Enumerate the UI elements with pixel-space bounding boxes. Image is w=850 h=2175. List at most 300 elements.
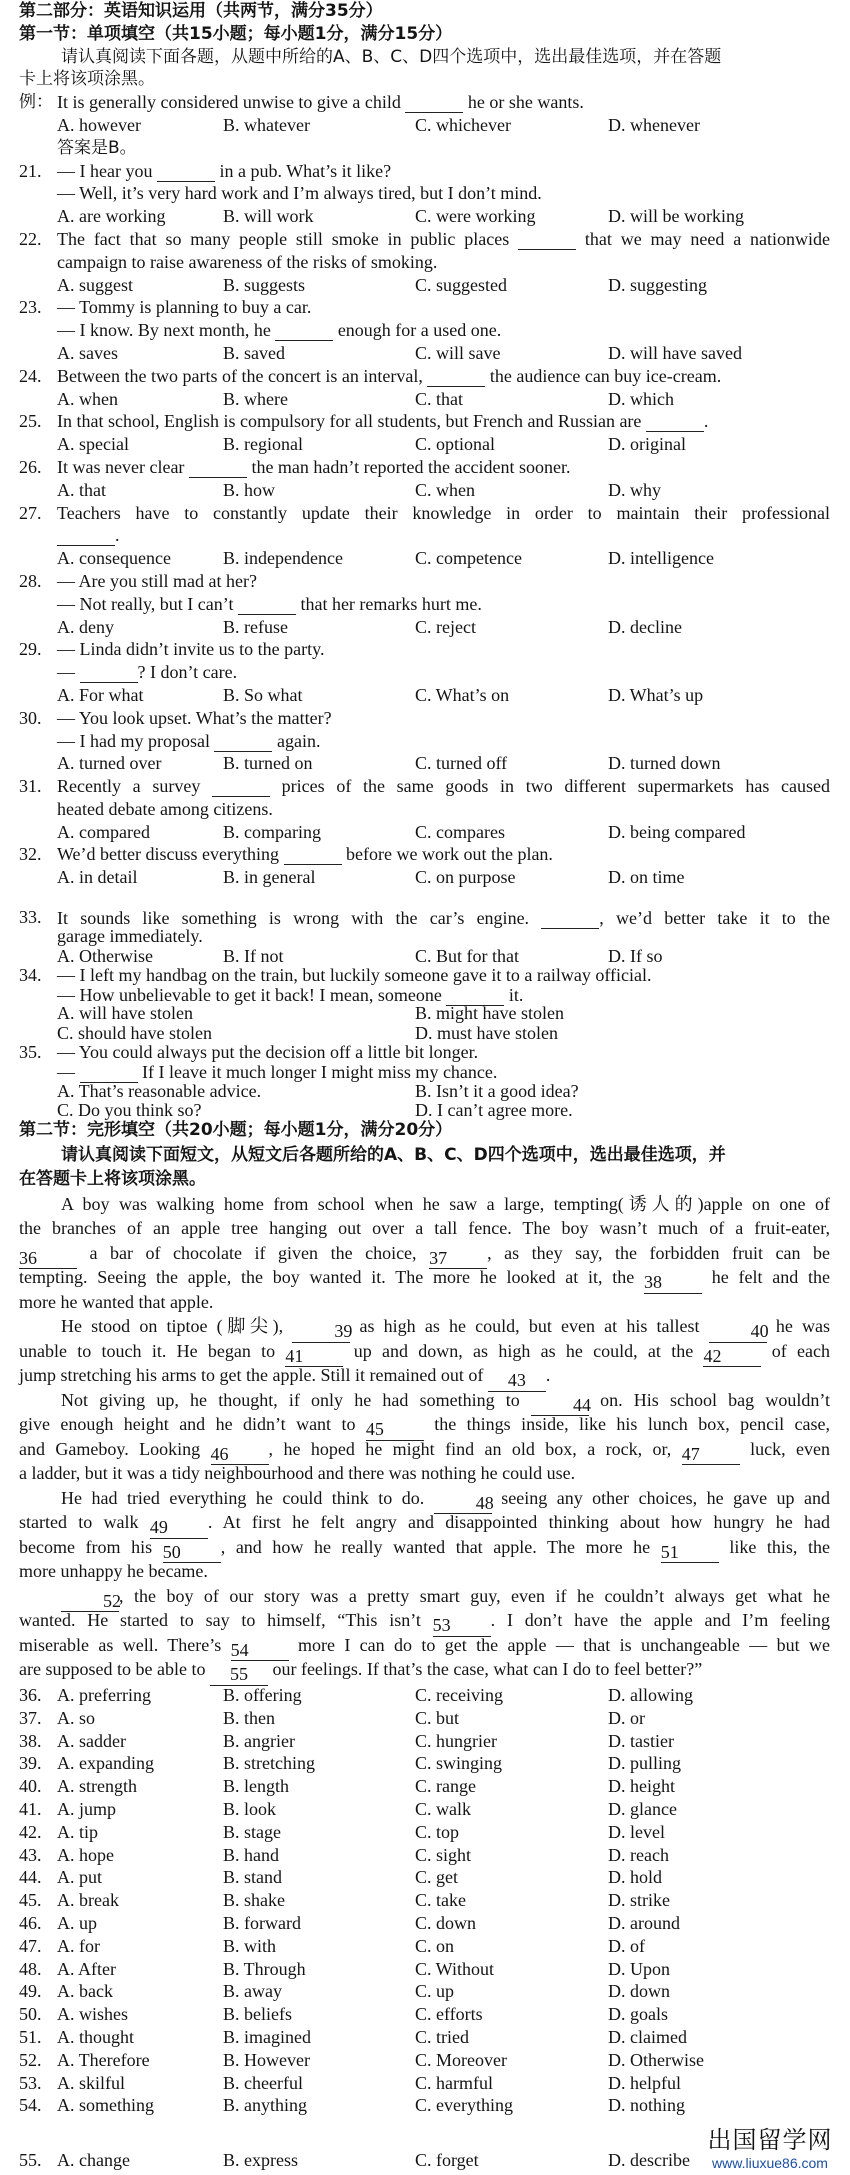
option-d[interactable]: D. I can’t agree more. — [415, 1099, 573, 1120]
passage-line — [0, 1192, 850, 1217]
section-title: 第二节：完形填空（共20小题；每小题1分，满分20分） — [19, 1120, 453, 1140]
question-stem — [57, 296, 830, 319]
question-stem — [57, 410, 830, 433]
option-c[interactable]: C. forget — [415, 2150, 479, 2170]
options-row — [0, 947, 850, 966]
passage-paragraph — [0, 1192, 850, 1315]
option-c[interactable]: C. hungrier — [415, 1730, 497, 1751]
option-a[interactable]: A. wishes — [57, 2004, 128, 2025]
passage-text — [19, 1559, 830, 1584]
question-stem-line — [0, 908, 850, 927]
option-d[interactable]: D. of — [608, 1935, 645, 1956]
option-c[interactable]: C. efforts — [415, 2004, 483, 2025]
option-b[interactable]: B. length — [223, 1776, 289, 1797]
options-row — [0, 2026, 850, 2049]
option-a[interactable]: A. tip — [57, 1821, 99, 1842]
option-d[interactable]: D. glance — [608, 1798, 677, 1819]
option-c[interactable]: C. harmful — [415, 2072, 493, 2093]
text-segment: He had tried everything he could think to do. — [61, 1487, 434, 1508]
answer-blank[interactable] — [80, 662, 138, 683]
answer-blank[interactable]: 38 — [644, 1273, 702, 1294]
option-a[interactable]: A. hope — [57, 1844, 114, 1865]
option-a[interactable]: A. change — [57, 2150, 130, 2170]
answer-blank[interactable] — [157, 161, 215, 182]
options-row — [0, 1912, 850, 1935]
option-c[interactable]: C. range — [415, 1776, 476, 1797]
option-c[interactable]: C. swinging — [415, 1753, 503, 1774]
answer-blank[interactable] — [518, 229, 576, 250]
text-segment: he or she wants. — [463, 92, 584, 113]
option-c[interactable]: C. optional — [415, 434, 495, 455]
option-c[interactable]: C. suggested — [415, 274, 507, 295]
option-a[interactable]: A. however — [57, 114, 141, 135]
instructions-line — [0, 1143, 850, 1168]
option-b[interactable]: B. forward — [223, 1912, 301, 1933]
option-b[interactable]: B. stage — [223, 1821, 281, 1842]
option-d[interactable]: D. Upon — [608, 1958, 670, 1979]
option-b[interactable]: B. with — [223, 1935, 277, 1956]
option-b[interactable]: B. offering — [223, 1685, 302, 1705]
option-a[interactable]: A. saves — [57, 342, 118, 363]
answer-blank[interactable]: 46 — [211, 1445, 269, 1466]
text-segment: . — [115, 525, 120, 546]
option-d[interactable]: D. nothing — [608, 2095, 686, 2116]
option-b[interactable]: B. saved — [223, 342, 285, 363]
option-d[interactable]: D. will have saved — [608, 342, 742, 363]
option-b[interactable]: B. suggests — [223, 274, 306, 295]
option-b[interactable]: B. hand — [223, 1844, 279, 1865]
answer-blank[interactable]: 44 — [531, 1396, 589, 1417]
option-a[interactable]: A. consequence — [57, 548, 171, 569]
text-segment: Teachers have to constantly update their knowledge in order to maintain their professional — [57, 502, 830, 523]
question-number: 54. — [19, 2095, 42, 2116]
options-row — [0, 1980, 850, 2003]
option-d[interactable]: D. claimed — [608, 2026, 687, 2047]
question-31 — [0, 775, 850, 843]
option-a[interactable]: A. For what — [57, 684, 144, 705]
section-title: 第一节：单项填空（共15小题；每小题1分，满分15分） — [19, 23, 453, 44]
option-d[interactable]: D. helpful — [608, 2072, 681, 2093]
answer-blank[interactable]: 50 — [163, 1543, 221, 1564]
option-d[interactable]: D. or — [608, 1707, 645, 1728]
option-d[interactable]: D. will be working — [608, 206, 744, 227]
answer-blank[interactable] — [427, 366, 485, 387]
option-a[interactable]: A. strength — [57, 1776, 137, 1797]
instructions: 请认真阅读下面各题，从题中所给的A、B、C、D四个选项中，选出最佳选项，并在答题 — [61, 46, 722, 67]
answer-blank[interactable]: 43 — [488, 1371, 546, 1392]
option-c[interactable]: C. But for that — [415, 945, 519, 966]
question-stem-line — [0, 593, 850, 616]
cloze-options — [0, 1684, 850, 2117]
text-segment: of each — [761, 1340, 830, 1361]
answer-blank[interactable]: 40 — [709, 1322, 767, 1343]
option-a[interactable]: A. special — [57, 434, 129, 455]
option-a[interactable]: A. That’s reasonable advice. — [57, 1080, 262, 1101]
question-stem-line — [0, 502, 850, 525]
text-segment: campaign to raise awareness of the risks of smoking. — [57, 251, 438, 272]
options-row — [0, 1798, 850, 1821]
option-c[interactable]: C. Moreover — [415, 2049, 507, 2070]
option-b[interactable]: B. regional — [223, 434, 303, 455]
option-d[interactable]: D. What’s up — [608, 684, 704, 705]
option-a[interactable]: A. sadder — [57, 1730, 126, 1751]
option-a[interactable]: A. break — [57, 1890, 119, 1911]
option-b[interactable]: B. beliefs — [223, 2004, 292, 2025]
option-b[interactable]: B. will work — [223, 206, 314, 227]
passage-line — [0, 1584, 850, 1609]
options-row — [0, 2072, 850, 2095]
question-27 — [0, 502, 850, 570]
option-a[interactable]: A. expanding — [57, 1753, 154, 1774]
option-c[interactable]: C. tried — [415, 2026, 469, 2047]
option-d[interactable]: D. which — [608, 388, 674, 409]
option-b[interactable]: B. However — [223, 2049, 310, 2070]
options-row — [0, 1752, 850, 1775]
option-c[interactable]: C. that — [415, 388, 463, 409]
logo-url: www.liuxue86.com — [712, 2155, 828, 2171]
question-number: 46. — [19, 1912, 42, 1933]
text-segment: the branches of an apple tree hanging out over a tall fence. The boy wasn’t much of a fruit-eater, — [19, 1218, 830, 1238]
option-a[interactable]: A. skilful — [57, 2072, 126, 2093]
question-stem-line — [0, 707, 850, 730]
question-stem — [57, 502, 830, 525]
option-c[interactable]: C. Do you think so? — [57, 1099, 202, 1120]
option-d[interactable]: D. why — [608, 479, 661, 500]
answer-blank[interactable]: 36 — [19, 1249, 77, 1270]
option-c[interactable]: C. when — [415, 479, 475, 500]
option-b[interactable]: B. whatever — [223, 114, 310, 135]
question-number: 45. — [19, 1890, 42, 1911]
question-stem-line — [0, 775, 850, 798]
option-d[interactable]: D. being compared — [608, 821, 746, 842]
answer-blank[interactable]: 48 — [434, 1494, 492, 1515]
question-stem — [57, 966, 830, 985]
option-d[interactable]: D. goals — [608, 2004, 668, 2025]
option-c[interactable]: C. take — [415, 1890, 466, 1911]
text-segment: It is generally considered unwise to give a child — [57, 92, 406, 113]
option-a[interactable]: A. suggest — [57, 274, 133, 295]
options-row — [0, 616, 850, 639]
option-c[interactable]: C. sight — [415, 1844, 472, 1865]
option-c[interactable]: C. but — [415, 1707, 460, 1728]
text-segment: A boy was walking home from school when he saw a large, tempting(诱人的)apple on one of — [61, 1193, 830, 1214]
option-a[interactable]: A. deny — [57, 616, 114, 637]
passage-line — [0, 1559, 850, 1584]
text-segment: — Linda didn’t invite us to the party. — [57, 639, 325, 660]
answer-blank[interactable]: 55 — [210, 1665, 268, 1686]
option-b[interactable]: B. in general — [223, 867, 316, 888]
answer-blank[interactable]: 39 — [292, 1322, 350, 1343]
option-a[interactable]: A. up — [57, 1912, 97, 1933]
option-c[interactable]: C. receiving — [415, 1685, 503, 1705]
site-logo — [700, 2120, 840, 2171]
option-b[interactable]: B. Isn’t it a good idea? — [415, 1080, 579, 1101]
question-number: 34. — [19, 964, 42, 985]
option-a[interactable]: A. in detail — [57, 867, 138, 888]
text-segment: In that school, English is compulsory for all students, but French and Russian are — [57, 411, 646, 432]
option-c[interactable]: C. walk — [415, 1798, 471, 1819]
option-c[interactable]: C. on purpose — [415, 867, 516, 888]
option-c[interactable]: C. up — [415, 1981, 455, 2002]
option-a[interactable]: A. Therefore — [57, 2049, 150, 2070]
instructions-line — [0, 46, 850, 69]
answer-blank[interactable] — [212, 776, 270, 797]
options-row — [0, 1004, 850, 1023]
option-c[interactable]: C. What’s on — [415, 684, 510, 705]
answer-blank[interactable]: 45 — [366, 1420, 424, 1441]
options-row — [0, 547, 850, 570]
text-segment: . At first he felt angry and disappointed thinking about how hungry he had — [207, 1512, 830, 1532]
text-segment: unable to touch it. He began to — [19, 1340, 286, 1361]
answer-blank[interactable]: 49 — [150, 1518, 208, 1539]
question-number: 47. — [19, 1935, 42, 1956]
option-c[interactable]: C. will save — [415, 342, 501, 363]
option-a[interactable]: A. Otherwise — [57, 945, 153, 966]
answer-blank[interactable]: 47 — [682, 1445, 740, 1466]
option-a[interactable]: A. that — [57, 479, 106, 500]
instructions: 卡上将该项涂黑。 — [19, 69, 155, 90]
question-number: 41. — [19, 1798, 42, 1819]
answer-blank[interactable] — [189, 457, 247, 478]
text-segment: — I hear you — [57, 160, 157, 181]
option-d[interactable]: D. hold — [608, 1867, 662, 1888]
answer-blank[interactable] — [541, 908, 599, 929]
text-segment: and Gameboy. Looking — [19, 1438, 211, 1459]
option-d[interactable]: D. pulling — [608, 1753, 682, 1774]
passage-text — [19, 1216, 830, 1241]
answer-blank[interactable]: 41 — [285, 1347, 343, 1368]
option-b[interactable]: B. Through — [223, 1958, 306, 1979]
options-row — [0, 1024, 850, 1043]
option-c[interactable]: C. were working — [415, 206, 536, 227]
option-a[interactable]: A. for — [57, 1935, 100, 1956]
option-d[interactable]: D. suggesting — [608, 274, 707, 295]
answer-blank[interactable] — [214, 731, 272, 752]
text-segment: become from his — [19, 1536, 163, 1557]
text-segment: Recently a survey — [57, 776, 212, 797]
option-d[interactable]: D. If so — [608, 945, 663, 966]
question-stem-line — [0, 843, 850, 866]
section-title-line — [0, 23, 850, 46]
text-segment: — You could always put the decision off a little bit longer. — [57, 1042, 479, 1063]
question-22 — [0, 228, 850, 296]
passage-line — [0, 1265, 850, 1290]
option-b[interactable]: B. comparing — [223, 821, 321, 842]
option-d[interactable]: D. whenever — [608, 114, 700, 135]
option-a[interactable]: A. turned over — [57, 753, 162, 774]
option-a[interactable]: A. compared — [57, 821, 150, 842]
answer-blank[interactable] — [57, 526, 115, 547]
option-b[interactable]: B. then — [223, 1707, 275, 1728]
answer-blank[interactable]: 42 — [703, 1347, 761, 1368]
option-b[interactable]: B. stand — [223, 1867, 283, 1888]
text-segment: are supposed to be able to — [19, 1659, 210, 1679]
logo-name: 出国留学网 — [707, 2126, 833, 2154]
option-d[interactable]: D. original — [608, 434, 686, 455]
question-stem — [57, 182, 830, 205]
answer-blank[interactable]: 51 — [661, 1543, 719, 1564]
passage-line — [0, 1314, 850, 1339]
passage-paragraph — [0, 1486, 850, 1584]
option-d[interactable]: D. on time — [608, 867, 685, 888]
part-title-line — [0, 0, 850, 23]
option-a[interactable]: A. preferring — [57, 1685, 151, 1705]
option-b[interactable]: B. cheerful — [223, 2072, 303, 2093]
option-b[interactable]: B. imagined — [223, 2026, 311, 2047]
option-b[interactable]: B. anything — [223, 2095, 307, 2116]
text-segment: . I don’t have the apple and I’m feeling — [490, 1610, 830, 1630]
option-a[interactable]: A. will have stolen — [57, 1003, 193, 1024]
option-b[interactable]: B. stretching — [223, 1753, 315, 1774]
options-row — [0, 821, 850, 844]
answer-blank[interactable] — [275, 320, 333, 341]
option-d[interactable]: D. describe — [608, 2150, 690, 2170]
question-number: 52. — [19, 2049, 42, 2070]
option-b[interactable]: B. where — [223, 388, 288, 409]
option-d[interactable]: D. level — [608, 1821, 665, 1842]
option-b[interactable]: B. So what — [223, 684, 303, 705]
question-stem — [57, 593, 830, 616]
option-b[interactable]: B. If not — [223, 945, 284, 966]
options-row — [0, 1935, 850, 1958]
question-stem — [57, 524, 830, 547]
option-d[interactable]: D. allowing — [608, 1685, 693, 1705]
answer-blank[interactable] — [284, 845, 342, 866]
question-number: 53. — [19, 2072, 42, 2093]
question-stem — [57, 160, 830, 183]
passage-text — [19, 1461, 830, 1486]
passage-line — [0, 1363, 850, 1388]
option-b[interactable]: B. turned on — [223, 753, 313, 774]
option-d[interactable]: D. reach — [608, 1844, 669, 1865]
question-number: 36. — [19, 1685, 42, 1705]
option-a[interactable]: A. so — [57, 1707, 96, 1728]
question-34 — [0, 966, 850, 1043]
question-stem-line — [0, 570, 850, 593]
question-26 — [0, 456, 850, 502]
option-b[interactable]: B. might have stolen — [415, 1003, 564, 1024]
option-a[interactable]: A. are working — [57, 206, 166, 227]
option-b[interactable]: B. angrier — [223, 1730, 295, 1751]
option-a[interactable]: A. something — [57, 2095, 154, 2116]
options-row — [0, 684, 850, 707]
option-d[interactable]: D. must have stolen — [415, 1022, 558, 1043]
option-d[interactable]: D. height — [608, 1776, 675, 1797]
option-c[interactable]: C. get — [415, 1867, 458, 1888]
option-c[interactable]: C. whichever — [415, 114, 511, 135]
text-segment: started to walk — [19, 1512, 150, 1532]
option-c[interactable]: C. on — [415, 1935, 455, 1956]
answer-blank[interactable]: 52 — [61, 1592, 119, 1613]
question-stem-line — [0, 985, 850, 1004]
question-number: 21. — [19, 160, 42, 181]
option-b[interactable]: B. independence — [223, 548, 343, 569]
option-a[interactable]: A. jump — [57, 1798, 117, 1819]
option-d[interactable]: D. tastier — [608, 1730, 674, 1751]
option-c[interactable]: C. should have stolen — [57, 1022, 212, 1043]
passage-line — [0, 1633, 850, 1658]
passage-line — [0, 1608, 850, 1633]
passage-line — [0, 1388, 850, 1413]
options-row — [0, 388, 850, 411]
question-stem — [57, 707, 830, 730]
text-segment: We’d better discuss everything — [57, 844, 284, 865]
passage-line — [0, 1510, 850, 1535]
option-d[interactable]: D. around — [608, 1912, 680, 1933]
question-number: 42. — [19, 1821, 42, 1842]
question-number: 40. — [19, 1776, 42, 1797]
answer-blank[interactable]: 54 — [231, 1641, 289, 1662]
option-c[interactable]: C. top — [415, 1821, 460, 1842]
question-stem — [57, 730, 830, 753]
text-segment: that her remarks hurt me. — [295, 593, 482, 614]
question-number: 30. — [19, 707, 42, 728]
option-b[interactable]: B. refuse — [223, 616, 288, 637]
options-row — [0, 1958, 850, 1981]
option-d[interactable]: D. Otherwise — [608, 2049, 704, 2070]
text-segment: , as they say, the forbidden fruit can be — [487, 1242, 830, 1263]
option-b[interactable]: B. shake — [223, 1890, 285, 1911]
option-c[interactable]: C. turned off — [415, 753, 508, 774]
option-d[interactable]: D. down — [608, 1981, 670, 2002]
option-c[interactable]: C. reject — [415, 616, 476, 637]
text-segment: heated debate among citizens. — [57, 798, 273, 819]
question-number: 23. — [19, 297, 42, 318]
option-c[interactable]: C. down — [415, 1912, 477, 1933]
question-stem-line — [0, 182, 850, 205]
option-d[interactable]: D. decline — [608, 616, 682, 637]
option-d[interactable]: D. strike — [608, 1890, 670, 1911]
option-a[interactable]: A. thought — [57, 2026, 135, 2047]
options-row — [0, 866, 850, 889]
option-c[interactable]: C. Without — [415, 1958, 494, 1979]
question-stem — [57, 798, 830, 821]
question-stem — [57, 228, 830, 251]
option-a[interactable]: A. After — [57, 1958, 116, 1979]
text-segment: as high as he could, but even at his tallest — [350, 1316, 709, 1336]
question-33 — [0, 908, 850, 966]
options-row — [0, 342, 850, 365]
answer-blank[interactable] — [646, 412, 704, 433]
options-row — [0, 205, 850, 228]
option-b[interactable]: B. look — [223, 1798, 277, 1819]
option-c[interactable]: C. everything — [415, 2095, 513, 2116]
answer-blank[interactable]: 53 — [433, 1616, 491, 1637]
question-28 — [0, 570, 850, 638]
question-stem-line — [0, 730, 850, 753]
options-row — [0, 752, 850, 775]
text-segment: give enough height and he didn’t want to — [19, 1414, 366, 1434]
option-a[interactable]: A. back — [57, 1981, 113, 2002]
option-b[interactable]: B. express — [223, 2150, 298, 2170]
option-b[interactable]: B. away — [223, 1981, 282, 2002]
text-segment: — — [57, 1062, 80, 1083]
answer-blank[interactable] — [238, 594, 296, 615]
option-d[interactable]: D. intelligence — [608, 548, 714, 569]
option-a[interactable]: A. put — [57, 1867, 102, 1888]
answer-blank[interactable] — [405, 92, 463, 113]
option-d[interactable]: D. turned down — [608, 753, 721, 774]
answer-blank[interactable]: 37 — [429, 1249, 487, 1270]
option-c[interactable]: C. competence — [415, 548, 522, 569]
section-single-choice — [0, 0, 850, 889]
question-number: 27. — [19, 502, 42, 523]
option-c[interactable]: C. compares — [415, 821, 505, 842]
question-number: 24. — [19, 365, 42, 386]
question-stem-line — [0, 638, 850, 661]
option-a[interactable]: A. when — [57, 388, 118, 409]
option-b[interactable]: B. how — [223, 479, 276, 500]
